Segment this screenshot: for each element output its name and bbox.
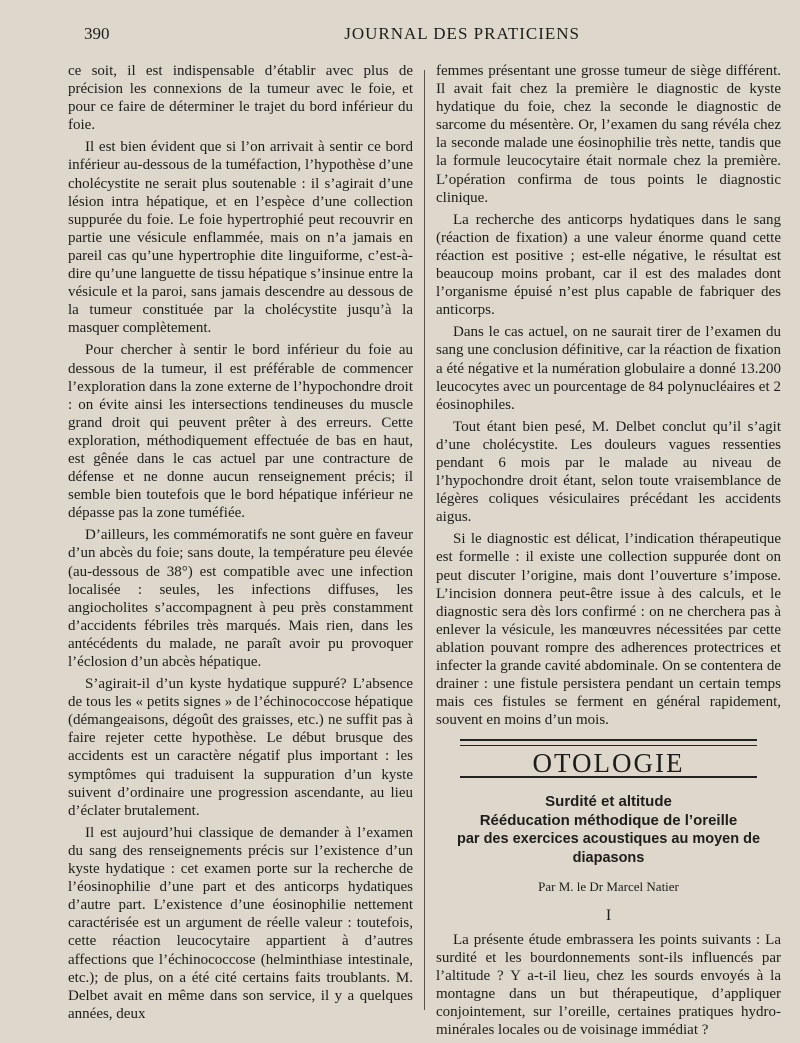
column-divider — [424, 70, 425, 1010]
paragraph: ce soit, il est indispensable d’établir avec plus de précision les connexions de la tumeur avec le foie, et pour ce faire de déterminer le trajet du bord inférieur du foie. — [68, 63, 413, 134]
paragraph: S’agirait-il d’un kyste hydatique suppuré? L’absence de tous les « petits signes » de l’échinococcose hépatique (démangeaisons, dégoût des graisses, etc.) ne suffit pas à faire rejeter cette hypothèse. Le début brusque des accidents est un caractère négatif plus important : les symptômes qui traduisent la suppuration d’un kyste suivent d’ordinaire une progression ascendante, au lieu d’éclater brutalement. — [68, 676, 413, 819]
article-subtitle: Rééducation méthodique de l’oreille — [479, 812, 738, 830]
paragraph: Si le diagnostic est délicat, l’indication thérapeutique est formelle : il existe une collection suppurée dont on peut discuter l’origine, mais dont l’ouverture s’impose. L’incision donnera peut-être issue à des calculs, et le diagnostic sera dès lors confirmé : on ne cherchera pas à enlever la vésicule, les manœuvres nécessitées par cette ablation pouvant rompre des adherences protectrices et infecter la grande cavité abdominale. On se contentera de drainer : une fistule persistera pendant un certain temps mais ces fistules se ferment en général rapidement, souvent en moins d’un mois. — [436, 531, 781, 729]
journal-title: JOURNAL DES PRATICIENS — [344, 24, 580, 43]
section-number: I — [605, 906, 612, 924]
section-title: OTOLOGIE — [532, 748, 685, 779]
paragraph: Il est aujourd’hui classique de demander à l’examen du sang des renseignements précis sur l’existence d’un kyste hydatique : cet examen porte sur la recherche de l’éosinophilie d’une part et des anticorps hydatiques d’autre part. L’existence d’une éosinophilie nettement caractérisée est un argument de réelle valeur : toutefois, cette réaction leucocytaire appartient à d’autres affections que l’échinococcose (helminthiase intestinale, etc.); de plus, on a été cité certains faits troublants. M. Delbet avait en même dans son service, il y a quelques années, deux — [68, 824, 413, 1022]
paragraph: La présente étude embrassera les points suivants : La surdité et les bourdonnements sont-ils influencés par l’altitude ? Y a-t-il lieu, chez les sourds envoyés à la montagne dans un but thérapeutique, d’appliquer conjointement, sur l’oreille, certaines pratiques hydro-minérales locales ou de voisinage immédiat ? — [436, 931, 781, 1039]
paragraph: Tout étant bien pesé, M. Delbet conclut qu’il s’agit d’une cholécystite. Les douleurs vagues ressenties pendant 6 mois par le malade au niveau de l’hypochondre droit étant, selon toute vraisemblance de légères coliques vésiculaires précédant les accidents aigus. — [436, 418, 781, 526]
section-rule-top — [460, 739, 757, 746]
paragraph: La recherche des anticorps hydatiques dans le sang (réaction de fixation) a une valeur énorme quand cette réaction est positive ; est-elle négative, le résultat est beaucoup moins probant, car il est des malades dont l’organisme épuisé n’est plus capable de fabriquer des anticorps. — [436, 211, 781, 319]
article-title: Surdité et altitude — [545, 793, 672, 811]
paragraph: Dans le cas actuel, on ne saurait tirer de l’examen du sang une conclusion définitive, car la réaction de fixation a été négative et la numération globulaire a donné 13.200 leucocytes avec un pourcentage de 84 polynucléaires et 2 éosinophiles. — [436, 324, 781, 413]
article-author: Par M. le Dr Marcel Natier — [538, 879, 679, 895]
page-number: 390 — [84, 24, 110, 43]
paragraph: Il est bien évident que si l’on arrivait à sentir ce bord inférieur au-dessous de la tuméfaction, l’hypothèse d’une cholécystite ne serait plus soutenable : il s’agirait d’une lésion intra hépatique, et en l’espèce d’une collection suppurée du foie. Le foie hypertrophié peut recouvrir en partie une vésicule enflammée, mais on n’a jamais en pareil cas qu’une hypertrophie dite linguiforme, c’est-à-dire qu’une languette de tissu hépatique s’insinue entre la vésicule et la paroi, sans jamais descendre au dessous de la tumeur constituée par la cholécystite jusqu’à la masquer complètement. — [68, 139, 413, 337]
paragraph: femmes présentant une grosse tumeur de siège différent. Il avait fait chez la première le diagnostic de kyste hydatique du foie, chez la seconde le diagnostic de sarcome du mésentère. Or, l’examen du sang révéla chez la seconde malade une éosinophilie très nette, tandis que la formule leucocytaire était normale chez la première. L’opération confirma de tous points le diagnostic clinique. — [436, 63, 781, 206]
right-column — [436, 62, 781, 1043]
paragraph: Pour chercher à sentir le bord inférieur du foie au dessous de la tumeur, il est préférable de commencer l’exploration dans la zone externe de l’hypochondre droit : on évite ainsi les intersections tendineuses du muscle grand droit qui peuvent prêter à des erreurs. Cette exploration, méthodiquement effectuée de bas en haut, est gênée dans le cas actuel par une contracture de défense et ne donne aucun renseignement précis; il semble bien toutefois que le bord hépatique inférieur ne dépasse pas la zone tuméfiée. — [68, 342, 413, 522]
article-subtitle-2: par des exercices acoustiques au moyen de diapasons — [456, 831, 761, 867]
left-column — [68, 62, 413, 1027]
paragraph: D’ailleurs, les commémoratifs ne sont guère en faveur d’un abcès du foie; sans doute, la température peu élevée (au-dessous de 38°) est compatible avec une infection localisée : seules, les infections diffuses, les angiocholites s’accompagnent à peu près constamment d’accidents fébriles très marqués. Mais rien, dans les antécédents du malade, ne paraît avoir pu provoquer l’éclosion d’un abcès hépatique. — [68, 527, 413, 670]
page-header — [84, 24, 770, 46]
